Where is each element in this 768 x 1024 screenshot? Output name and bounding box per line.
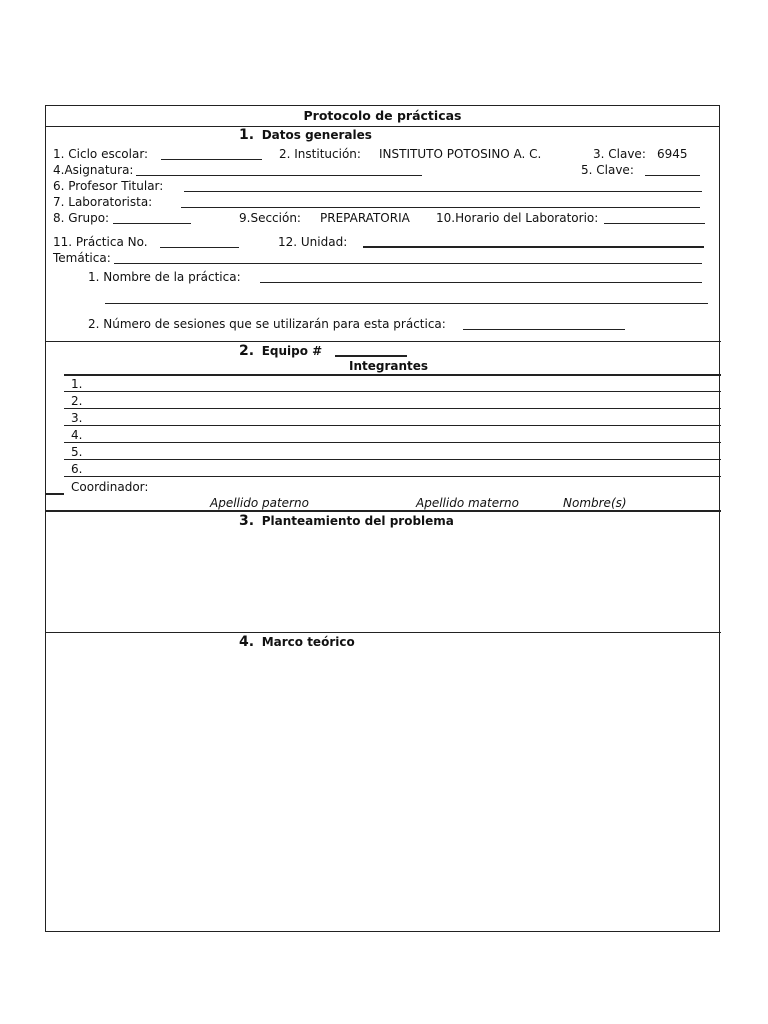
clave-label: 3. Clave:: [593, 147, 646, 161]
form-title: Protocolo de prácticas: [46, 106, 719, 127]
section3-title: Planteamiento del problema: [261, 514, 454, 528]
unidad-field[interactable]: [363, 246, 704, 248]
sesiones-field[interactable]: [463, 329, 625, 330]
section1-title: Datos generales: [261, 128, 372, 142]
grupo-field[interactable]: [113, 223, 191, 224]
marco-teorico-area[interactable]: [46, 652, 721, 930]
nombres-caption: Nombre(s): [563, 496, 627, 510]
apellido-materno-caption: Apellido materno: [416, 496, 519, 510]
institucion-value: INSTITUTO POTOSINO A. C.: [379, 147, 542, 161]
section2-number: 2.: [239, 343, 255, 359]
integrantes-heading: Integrantes: [349, 359, 429, 373]
section3-number: 3.: [239, 513, 255, 529]
coordinador-label: Coordinador:: [71, 480, 149, 494]
apellido-paterno-caption: Apellido paterno: [210, 496, 309, 510]
section2-divider: [46, 341, 721, 342]
member-3-label: 3.: [71, 411, 83, 425]
coordinador-mark: [46, 493, 64, 495]
section3-heading: [239, 514, 454, 529]
nombre-practica-field-line2[interactable]: [105, 303, 708, 304]
asignatura-label: 4.Asignatura:: [53, 163, 134, 177]
member-3-field[interactable]: [64, 425, 721, 426]
member-5-field[interactable]: [64, 459, 721, 460]
section2-heading: [239, 344, 322, 359]
section3-divider: [46, 510, 721, 512]
laboratorista-field[interactable]: [181, 207, 700, 208]
member-4-label: 4.: [71, 428, 83, 442]
member-1-label: 1.: [71, 377, 83, 391]
planteamiento-area[interactable]: [46, 530, 721, 630]
practica-no-label: 11. Práctica No.: [53, 235, 148, 249]
laboratorista-label: 7. Laboratorista:: [53, 195, 153, 209]
section2-title: Equipo #: [261, 344, 323, 358]
section4-divider: [46, 632, 721, 633]
sesiones-label: 2. Número de sesiones que se utilizarán para esta práctica:: [88, 317, 446, 331]
institucion-label: 2. Institución:: [279, 147, 361, 161]
clave-value: 6945: [657, 147, 688, 161]
practica-no-field[interactable]: [160, 247, 239, 248]
horario-field[interactable]: [604, 223, 705, 224]
member-6-field[interactable]: [64, 476, 721, 477]
horario-label: 10.Horario del Laboratorio:: [436, 211, 599, 225]
tematica-field[interactable]: [114, 263, 702, 264]
member-1-field[interactable]: [64, 391, 721, 392]
practice-protocol-form: [45, 105, 720, 932]
profesor-label: 6. Profesor Titular:: [53, 179, 164, 193]
clave5-field[interactable]: [645, 175, 700, 176]
member-2-field[interactable]: [64, 408, 721, 409]
seccion-label: 9.Sección:: [239, 211, 301, 225]
section4-heading: [239, 635, 355, 650]
member-4-field[interactable]: [64, 442, 721, 443]
asignatura-field[interactable]: [136, 175, 422, 176]
member-5-label: 5.: [71, 445, 83, 459]
nombre-practica-label: 1. Nombre de la práctica:: [88, 270, 241, 284]
clave5-label: 5. Clave:: [581, 163, 634, 177]
ciclo-escolar-label: 1. Ciclo escolar:: [53, 147, 149, 161]
profesor-field[interactable]: [184, 191, 702, 192]
section4-number: 4.: [239, 634, 255, 650]
section4-title: Marco teórico: [261, 635, 355, 649]
equipo-number-field[interactable]: [335, 355, 407, 357]
unidad-label: 12. Unidad:: [278, 235, 348, 249]
section1-number: 1.: [239, 127, 255, 143]
seccion-value: PREPARATORIA: [320, 211, 410, 225]
tematica-label: Temática:: [53, 251, 111, 265]
grupo-label: 8. Grupo:: [53, 211, 110, 225]
ciclo-escolar-field[interactable]: [161, 159, 262, 160]
section1-heading: [239, 128, 372, 143]
member-6-label: 6.: [71, 462, 83, 476]
integrantes-top-line: [64, 374, 721, 376]
nombre-practica-field[interactable]: [260, 282, 702, 283]
member-2-label: 2.: [71, 394, 83, 408]
